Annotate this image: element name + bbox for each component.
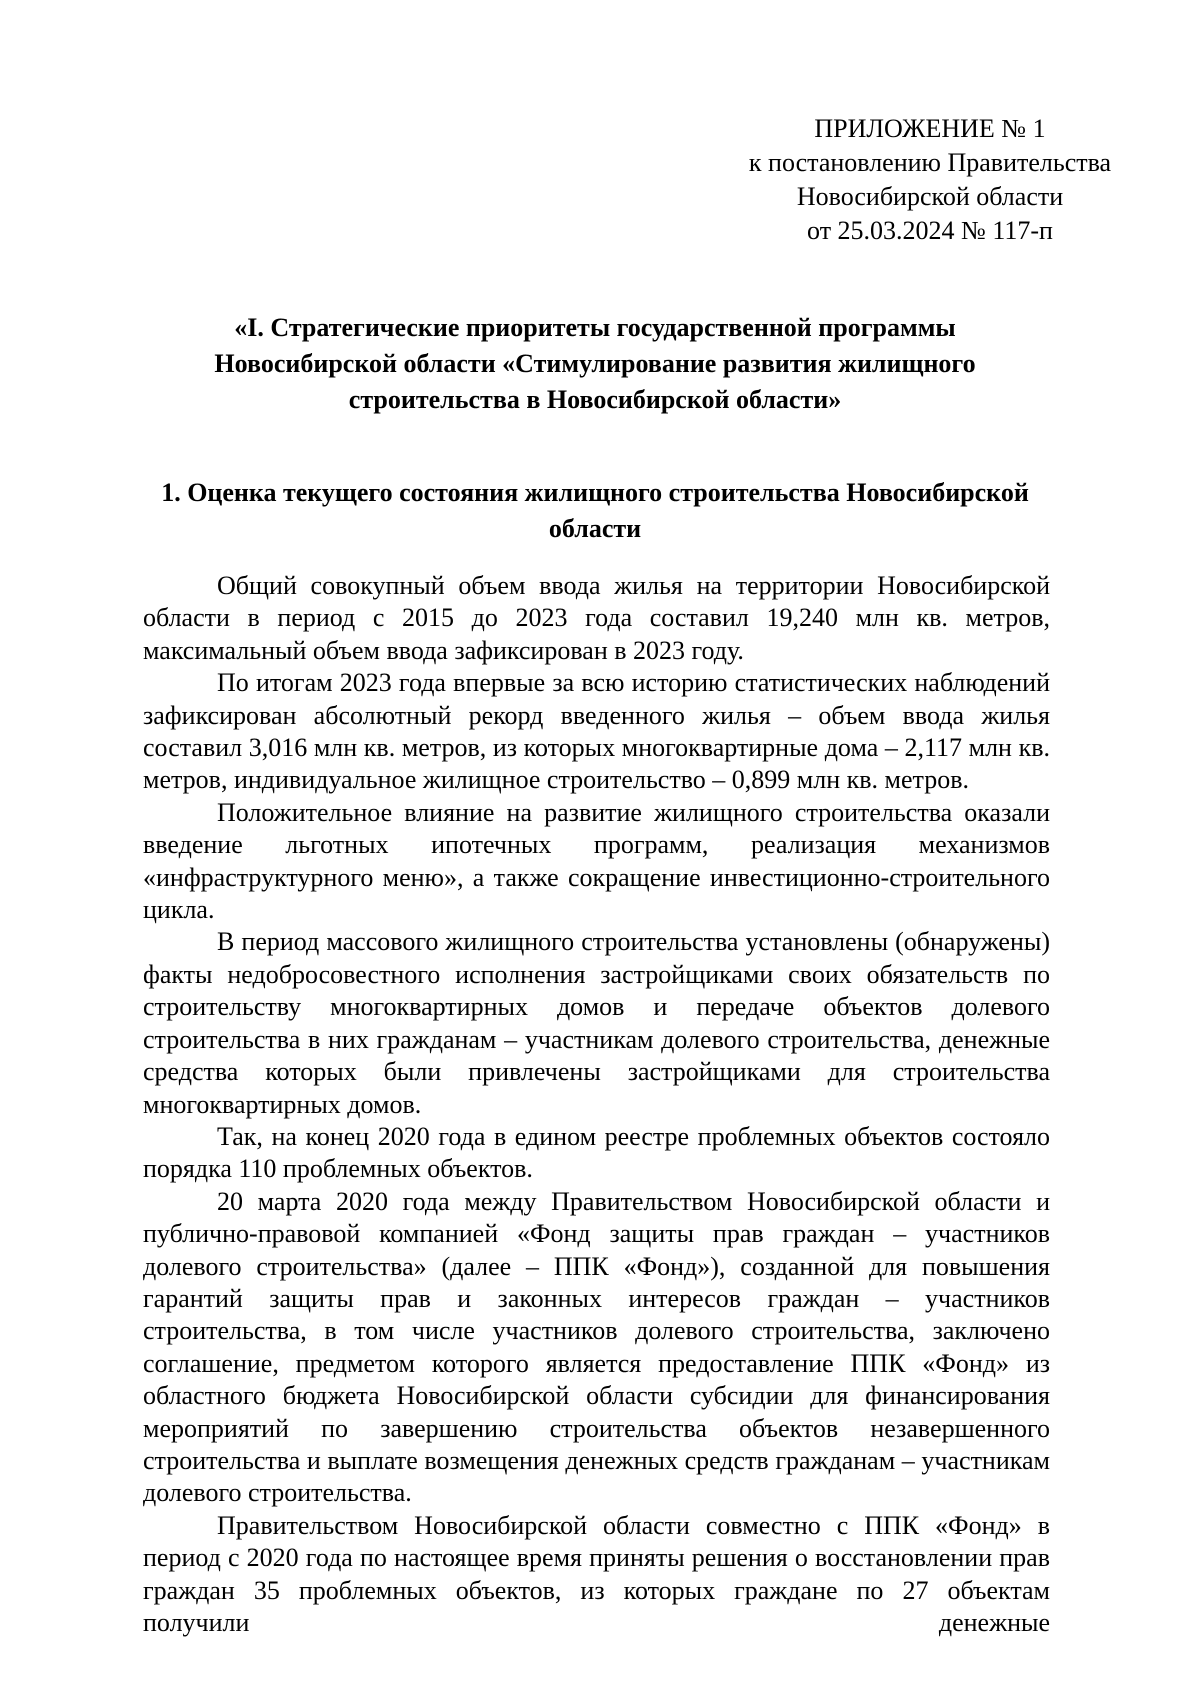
appendix-line-region: Новосибирской области <box>796 182 1064 211</box>
appendix-line-date-number: от 25.03.2024 № 117-п <box>807 216 1053 245</box>
appendix-line-resolution: к постановлению Правительства <box>748 148 1112 177</box>
appendix-header <box>740 112 1120 248</box>
appendix-title: ПРИЛОЖЕНИЕ № 1 <box>814 114 1046 143</box>
paragraph: В период массового жилищного строительства установлены (обнаружены) факты недобросовестного исполнения застройщиками своих обязательств по строительству многоквартирных домов и передаче объектов долевого строительства в них гражданам – участникам долевого строительства, денежные средства которых были привлечены застройщиками для строительства многоквартирных домов. <box>143 927 1050 1119</box>
paragraph: 20 марта 2020 года между Правительством Новосибирской области и публично-правовой компанией «Фонд защиты прав граждан – участников долевого строительства» (далее – ППК «Фонд»), созданной для повышения гарантий защиты прав и законных интересов граждан – участников строительства, в том числе участников долевого строительства, заключено соглашение, предметом которого является предоставление ППК «Фонд» из областного бюджета Новосибирской области субсидии для финансирования мероприятий по завершению строительства объектов незавершенного строительства и выплате возмещения денежных средств гражданам – участникам долевого строительства. <box>143 1186 1050 1508</box>
main-title: «I. Стратегические приоритеты государственной программы Новосибирской области «Стимулирование развития жилищного строительства в Новосибирской области» <box>214 313 976 414</box>
paragraph: Правительством Новосибирской области совместно с ППК «Фонд» в период с 2020 года по настоящее время приняты решения о восстановлении прав граждан 35 проблемных объектов, из которых граждане по 27 объектам получили денежные <box>143 1510 1050 1637</box>
paragraph: Положительное влияние на развитие жилищного строительства оказали введение льготных ипотечных программ, реализация механизмов «инфраструктурного меню», а также сокращение инвестиционно-строительного цикла. <box>143 797 1050 925</box>
section-title: 1. Оценка текущего состояния жилищного строительства Новосибирской области <box>161 478 1029 543</box>
paragraph: Так, на конец 2020 года в едином реестре проблемных объектов состояло порядка 110 проблемных объектов. <box>143 1121 1050 1184</box>
paragraph: По итогам 2023 года впервые за всю историю статистических наблюдений зафиксирован абсолютный рекорд введенного жилья – объем ввода жилья составил 3,016 млн кв. метров, из которых многоквартирные дома – 2,117 млн кв. метров, индивидуальное жилищное строительство – 0,899 млн кв. метров. <box>143 668 1050 795</box>
paragraph: Общий совокупный объем ввода жилья на территории Новосибирской области в период с 2015 до 2023 года составил 19,240 млн кв. метров, максимальный объем ввода зафиксирован в 2023 году. <box>143 571 1050 665</box>
body-text <box>143 570 1050 1639</box>
